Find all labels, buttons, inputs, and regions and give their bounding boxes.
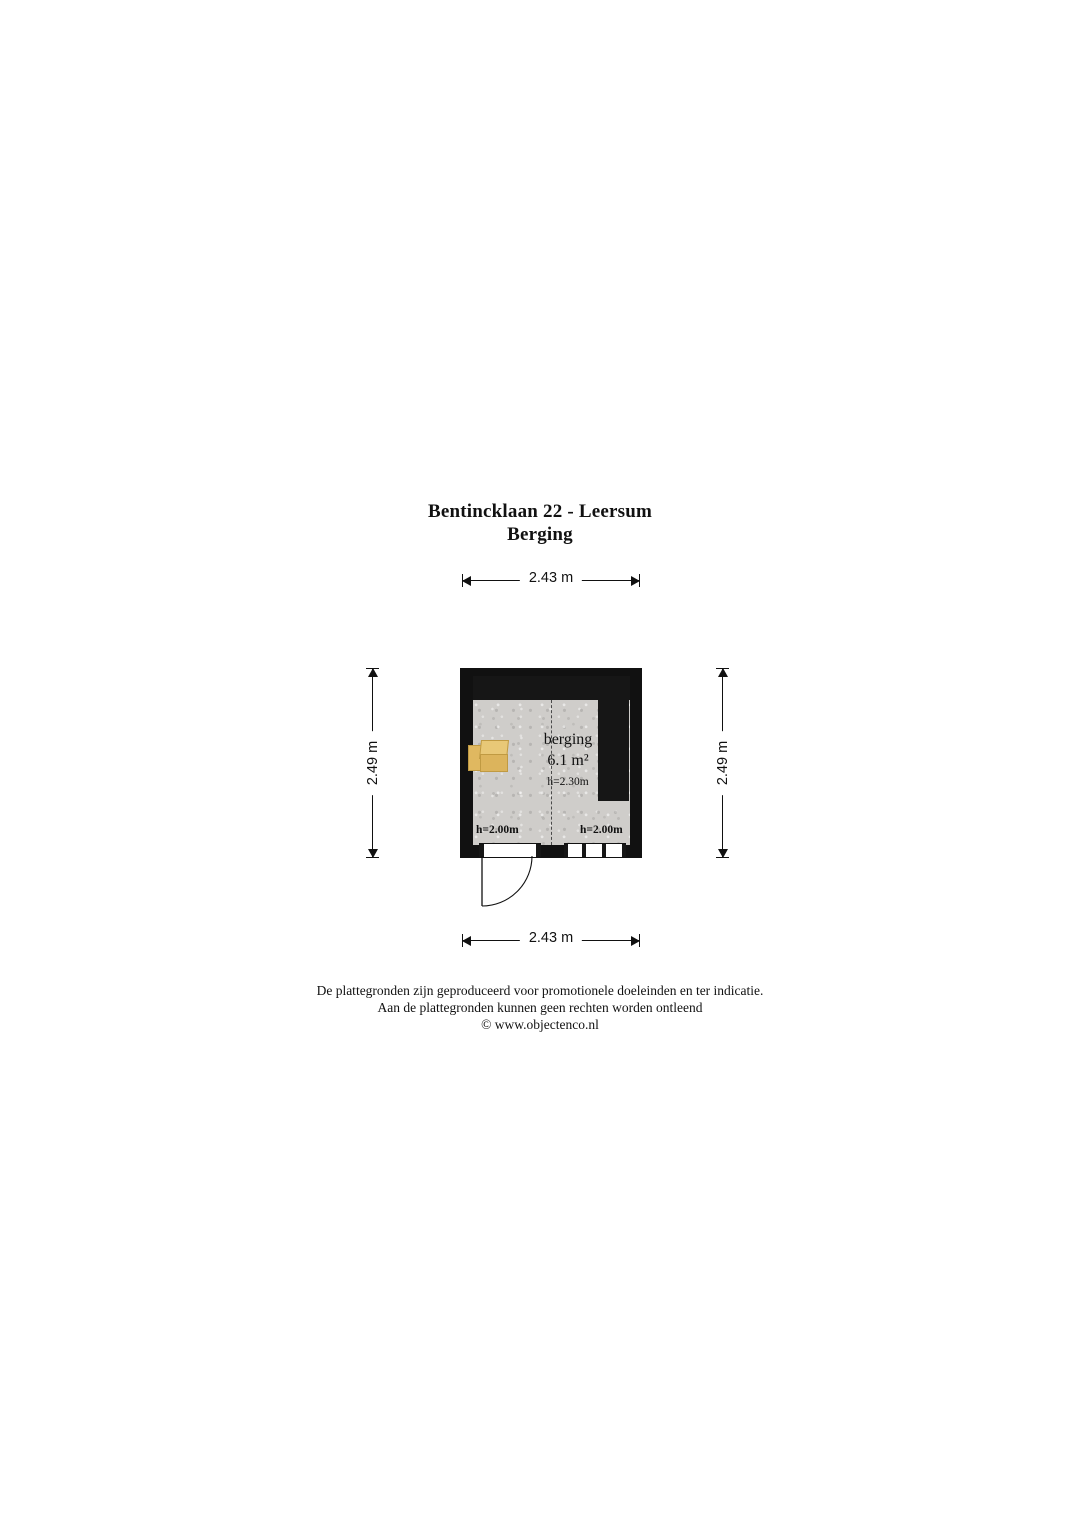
- dimension-cap-right: [639, 934, 640, 947]
- room-ceiling-height: h=2.30m: [547, 776, 589, 788]
- dimension-bottom-width: [462, 930, 640, 952]
- door-swing-icon: [481, 856, 541, 908]
- arrow-up-icon: [368, 668, 378, 677]
- furniture-part-bottom: [480, 754, 508, 772]
- dimension-left-label: 2.49 m: [363, 731, 383, 795]
- height-marker-left: h=2.00m: [476, 824, 519, 836]
- dimension-right-label: 2.49 m: [713, 731, 733, 795]
- dimension-cap-bottom: [716, 857, 729, 858]
- dimension-right-height: [712, 668, 734, 858]
- dimension-cap-top: [716, 668, 729, 669]
- floorplan-drawing: [460, 668, 642, 858]
- dimension-cap-left: [462, 934, 463, 947]
- height-marker-right: h=2.00m: [580, 824, 623, 836]
- copyright-line: © www.objectenco.nl: [481, 1017, 599, 1032]
- furniture-item: [468, 740, 506, 772]
- floor-name: Berging: [507, 524, 573, 545]
- window-mullion: [582, 844, 586, 857]
- disclaimer: [0, 982, 1080, 1033]
- window-opening: [564, 843, 626, 858]
- arrow-left-icon: [462, 576, 471, 586]
- room-name: berging: [543, 731, 593, 748]
- dimension-cap-bottom: [366, 857, 379, 858]
- plan-title: [0, 500, 1080, 546]
- arrow-up-icon: [718, 668, 728, 677]
- dimension-left-height: [362, 668, 384, 858]
- dimension-top-width: [462, 570, 640, 592]
- window-mullion: [622, 844, 626, 857]
- disclaimer-line-2: Aan de plattegronden kunnen geen rechten worden ontleend: [377, 1000, 703, 1015]
- room-label: [508, 730, 628, 791]
- dimension-cap-top: [366, 668, 379, 669]
- disclaimer-line-1: De plattegronden zijn geproduceerd voor promotionele doeleinden en ter indicatie.: [316, 983, 764, 998]
- dimension-bottom-label: 2.43 m: [520, 928, 582, 948]
- window-mullion: [564, 844, 568, 857]
- dimension-cap-right: [639, 574, 640, 587]
- property-address: Bentincklaan 22 - Leersum: [427, 501, 653, 522]
- dimension-top-label: 2.43 m: [520, 568, 582, 588]
- arrow-left-icon: [462, 936, 471, 946]
- window-mullion: [602, 844, 606, 857]
- room-area: 6.1 m²: [547, 752, 589, 769]
- dimension-cap-left: [462, 574, 463, 587]
